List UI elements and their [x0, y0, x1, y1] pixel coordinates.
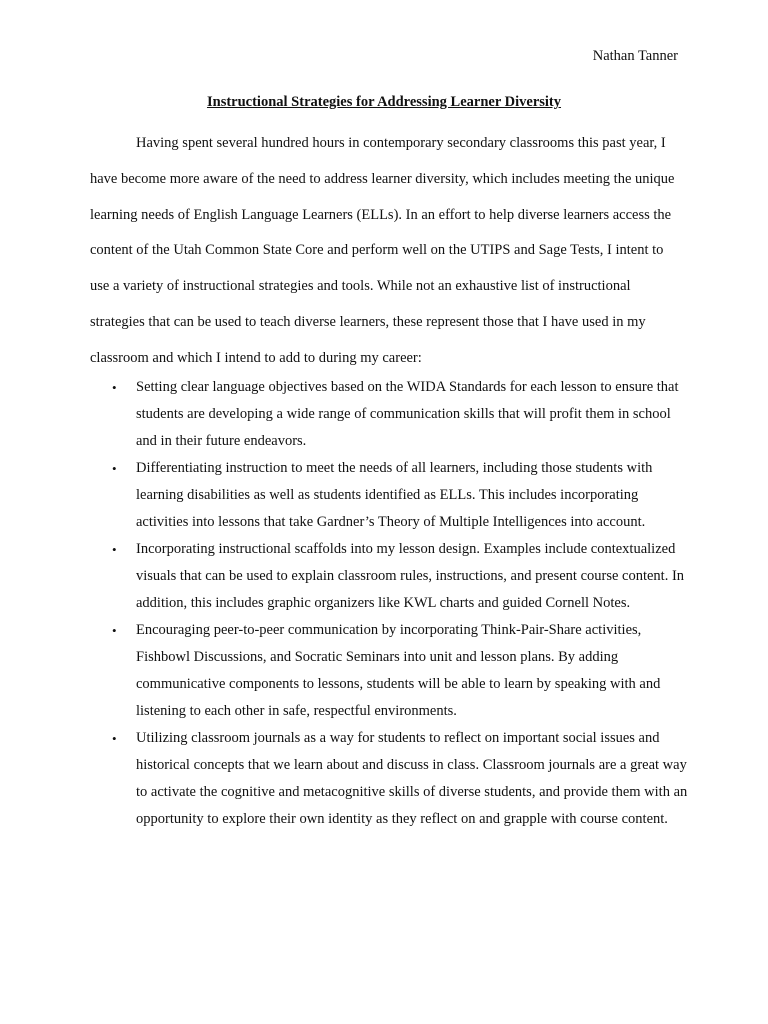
- list-item-text: Incorporating instructional scaffolds into my lesson design. Examples include contextualized visuals that can be used to explain classroom rules, instructions, and present course content. In addition, this includes graphic organizers like KWL charts and guided Cornell Notes.: [136, 541, 685, 611]
- list-item-text: Differentiating instruction to meet the needs of all learners, including those students with learning disabilities as well as students identified as ELLs. This includes incorporating activities into lessons that take Gardner’s Theory of Multiple Intelligences into account.: [136, 460, 653, 530]
- bullet-icon: •: [112, 542, 117, 557]
- list-item: [90, 455, 690, 536]
- document-title: Instructional Strategies for Addressing Learner Diversity: [206, 94, 562, 110]
- list-item: [90, 536, 690, 617]
- list-item-text: Setting clear language objectives based on the WIDA Standards for each lesson to ensure that students are developing a wide range of communication skills that will profit them in school and in their future endeavors.: [136, 379, 679, 449]
- list-item: [90, 374, 690, 455]
- list-item-text: Encouraging peer-to-peer communication by incorporating Think-Pair-Share activities, Fishbowl Discussions, and Socratic Seminars into unit and lesson plans. By adding communicative components to lessons, students will be able to learn by speaking with and listening to each other in safe, respectful environments.: [136, 622, 661, 719]
- list-item: [90, 725, 690, 833]
- author-name: Nathan Tanner: [592, 48, 678, 64]
- list-item: [90, 617, 690, 725]
- bullet-icon: •: [112, 461, 117, 476]
- list-item-text: Utilizing classroom journals as a way for students to reflect on important social issues and historical concepts that we learn about and discuss in class. Classroom journals are a great way to activate the cognitive and metacognitive skills of diverse students, and provide them with an opportunity to explore their own identity as they reflect on and grapple with course content.: [136, 730, 688, 827]
- intro-paragraph: Having spent several hundred hours in contemporary secondary classrooms this past year, I have become more aware of the need to address learner diversity, which includes meeting the unique learning needs of English Language Learners (ELLs). In an effort to help diverse learners access the content of the Utah Common State Core and perform well on the UTIPS and Sage Tests, I intent to use a variety of instructional strategies and tools. While not an exhaustive list of instructional strategies that can be used to teach diverse learners, these represent those that I have used in my classroom and which I intend to add to during my career:: [90, 135, 675, 366]
- bullet-icon: •: [112, 731, 117, 746]
- strategy-list: [90, 374, 690, 833]
- bullet-icon: •: [112, 380, 117, 395]
- bullet-icon: •: [112, 623, 117, 638]
